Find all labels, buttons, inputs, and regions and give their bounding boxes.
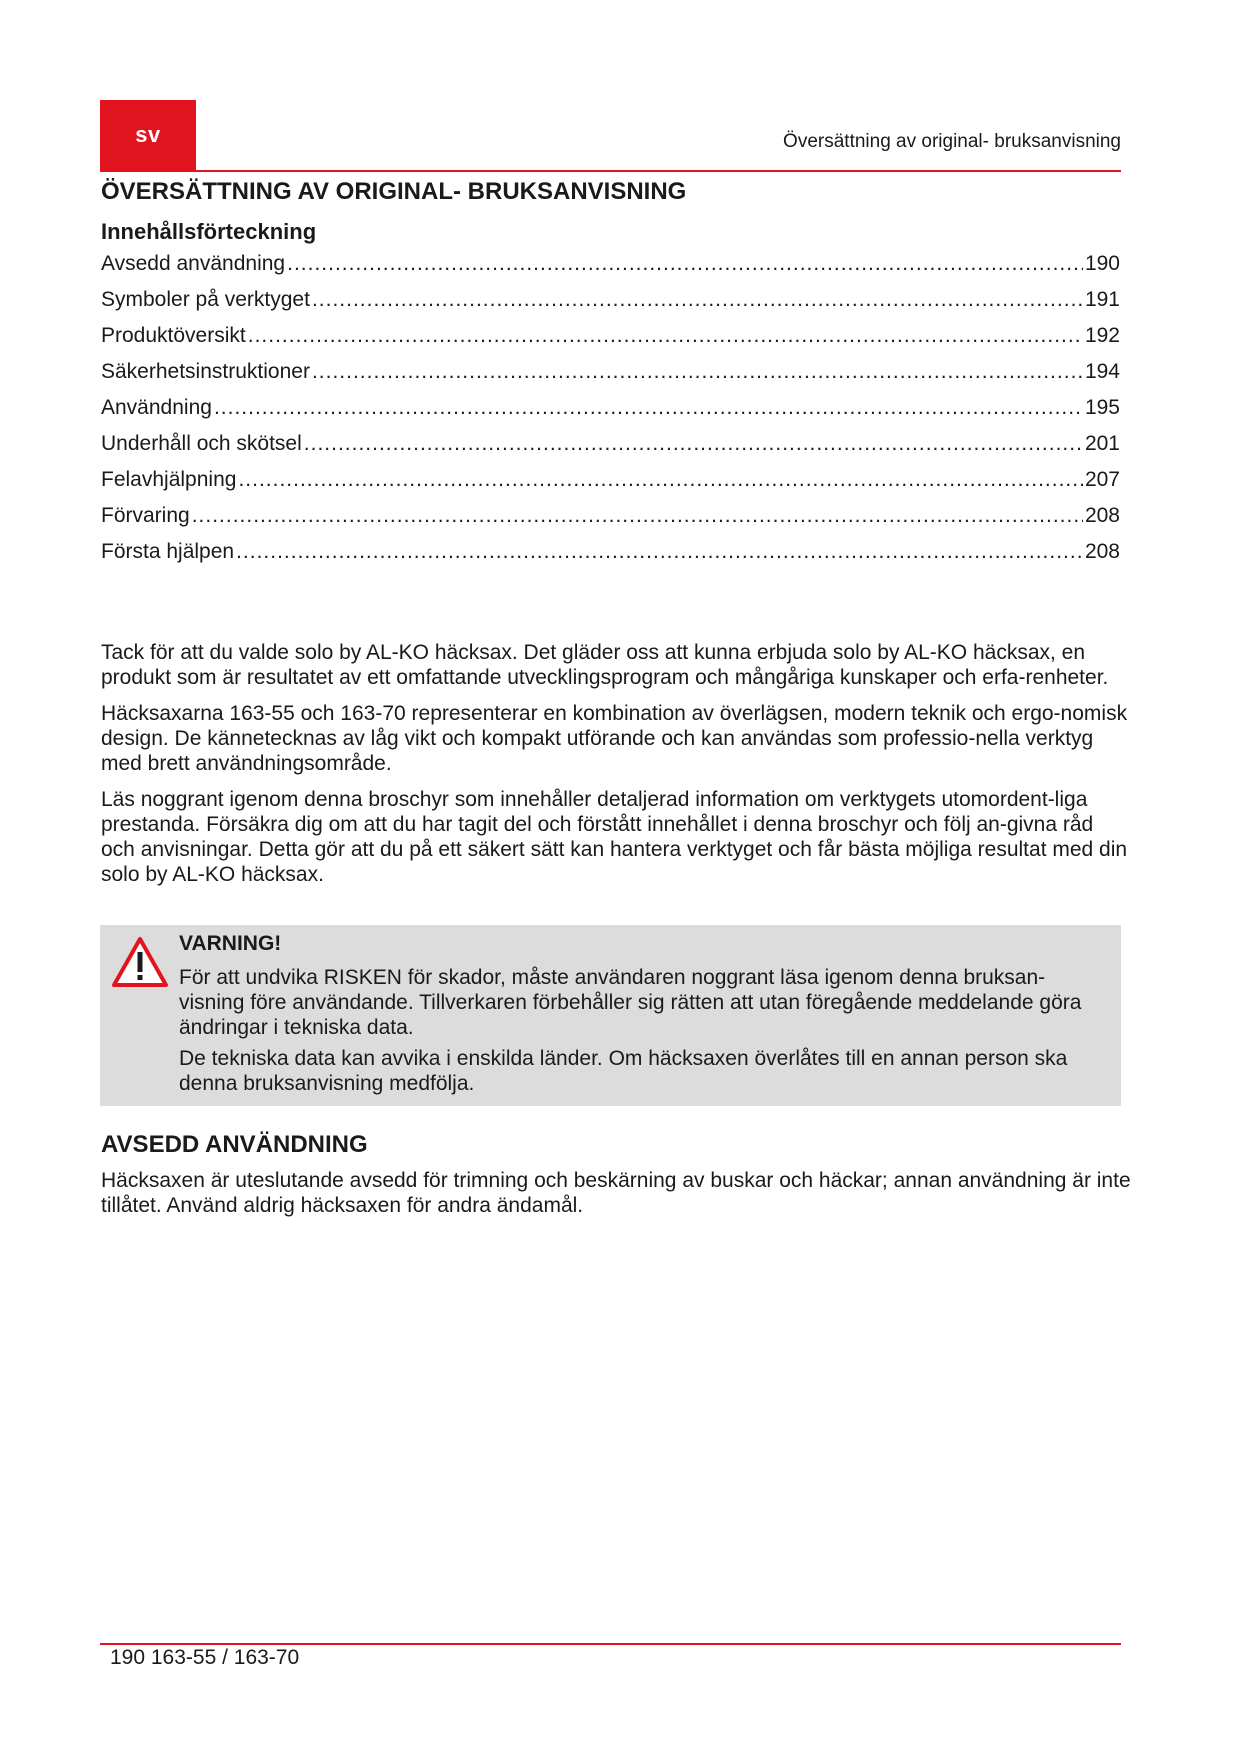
- toc-heading: Innehållsförteckning: [101, 219, 317, 244]
- toc-leader-dots: [248, 324, 1083, 348]
- section-paragraph: Häcksaxen är uteslutande avsedd för trimning och beskärning av buskar och häckar; annan användning är inte tillåtet. Använd aldrig häcksaxen för andra ändamål.: [101, 1169, 1131, 1217]
- warning-box: [100, 925, 1121, 1106]
- footer-page-info: 190 163-55 / 163-70: [110, 1646, 300, 1669]
- toc-entry-label: Produktöversikt: [101, 324, 246, 347]
- footer-divider: [100, 1643, 1121, 1645]
- toc-leader-dots: [236, 540, 1083, 564]
- toc-leader-dots: [312, 288, 1083, 312]
- toc-entry-page: 191: [1084, 288, 1120, 311]
- toc-entry-label: Felavhjälpning: [101, 468, 237, 491]
- toc-entry-label: Avsedd användning: [101, 252, 286, 275]
- document-title: ÖVERSÄTTNING AV ORIGINAL- BRUKSANVISNING: [101, 178, 687, 205]
- toc-entry-page: 194: [1084, 360, 1120, 383]
- toc-entry-label: Förvaring: [101, 504, 190, 527]
- warning-text: [179, 965, 1099, 1102]
- intro-paragraph: Tack för att du valde solo by AL-KO häcksax. Det gläder oss att kunna erbjuda solo by AL-KO häcksax, en produkt som är resultatet av ett omfattande utvecklingsprogram och mångåriga kunskaper och erfa-renheter.: [101, 641, 1109, 689]
- toc-entry-label: Användning: [101, 396, 212, 419]
- header-title: Översättning av original- bruksanvisning: [783, 131, 1121, 152]
- toc-entry[interactable]: [101, 504, 1120, 540]
- toc-entry-label: Första hjälpen: [101, 540, 235, 563]
- warning-title: VARNING!: [179, 932, 282, 955]
- warning-triangle-icon: [110, 935, 170, 989]
- toc-leader-dots: [192, 504, 1083, 528]
- toc-entry-page: 195: [1084, 396, 1120, 419]
- intro-text: [101, 640, 1131, 898]
- toc-entry[interactable]: [101, 252, 1120, 288]
- toc-entry[interactable]: [101, 360, 1120, 396]
- toc-entry-label: Säkerhetsinstruktioner: [101, 360, 310, 383]
- toc-leader-dots: [238, 468, 1083, 492]
- toc-leader-dots: [304, 432, 1083, 456]
- toc-leader-dots: [287, 252, 1083, 276]
- intro-paragraph: Häcksaxarna 163-55 och 163-70 representerar en kombination av överlägsen, modern teknik och ergo-nomisk design. De kännetecknas av låg vikt och kompakt utförande och kan användas som professio-nella verktyg med brett användningsområde.: [101, 702, 1128, 775]
- toc-entry-page: 207: [1084, 468, 1120, 491]
- toc-entry[interactable]: [101, 288, 1120, 324]
- warning-paragraph: För att undvika RISKEN för skador, måste användaren noggrant läsa igenom denna bruksan-visning före användande. Tillverkaren förbehåller sig rätten att utan föregående meddelande göra ändringar i tekniska data.: [179, 966, 1082, 1039]
- toc-entry-page: 190: [1084, 252, 1120, 275]
- toc-leader-dots: [214, 396, 1083, 420]
- toc-entry-page: 192: [1084, 324, 1120, 347]
- warning-paragraph: De tekniska data kan avvika i enskilda länder. Om häcksaxen överlåtes till en annan person ska denna bruksanvisning medfölja.: [179, 1047, 1068, 1095]
- toc-entry-label: Underhåll och skötsel: [101, 432, 302, 455]
- toc-entry[interactable]: [101, 468, 1120, 504]
- toc-entry-page: 208: [1084, 540, 1120, 563]
- toc-entry[interactable]: [101, 432, 1120, 468]
- section-text: [101, 1168, 1131, 1229]
- language-tab: sv: [100, 100, 196, 170]
- toc-entry-label: Symboler på verktyget: [101, 288, 310, 311]
- toc-entry[interactable]: [101, 324, 1120, 360]
- table-of-contents: [101, 252, 1120, 576]
- header-divider: [100, 170, 1121, 172]
- toc-entry[interactable]: [101, 396, 1120, 432]
- toc-entry[interactable]: [101, 540, 1120, 576]
- toc-entry-page: 208: [1084, 504, 1120, 527]
- toc-entry-page: 201: [1084, 432, 1120, 455]
- section-heading: AVSEDD ANVÄNDNING: [101, 1131, 368, 1158]
- intro-paragraph: Läs noggrant igenom denna broschyr som innehåller detaljerad information om verktygets utomordent-liga prestanda. Försäkra dig om att du har tagit del och förstått innehållet i denna broschyr och följ an-givna råd och anvisningar. Detta gör att du på ett säkert sätt kan hantera verktyget och får bästa möjliga resultat med din solo by AL-KO häcksax.: [101, 788, 1128, 886]
- toc-leader-dots: [312, 360, 1083, 384]
